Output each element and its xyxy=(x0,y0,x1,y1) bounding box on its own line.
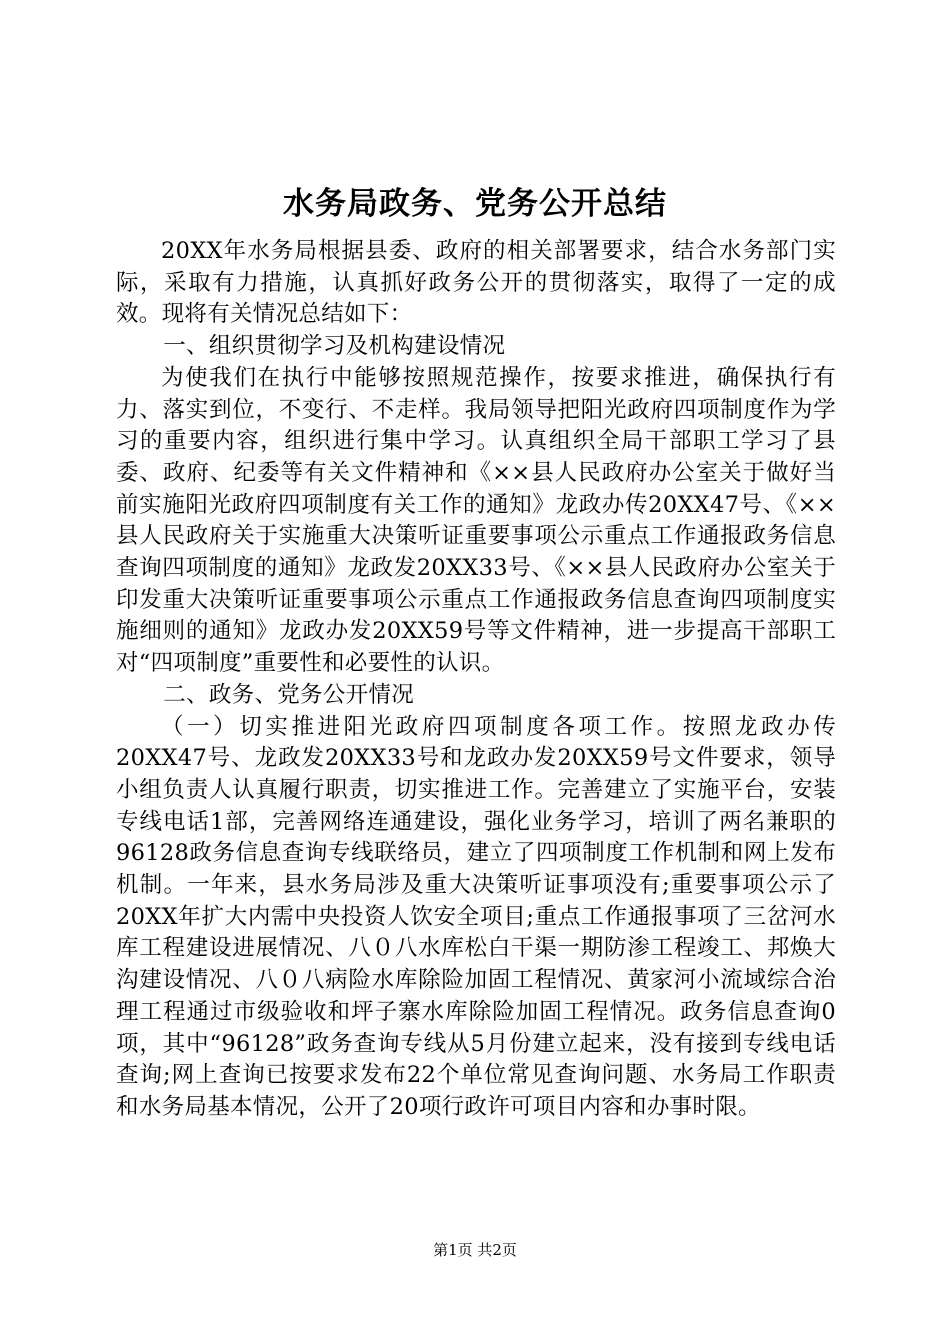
page-number: 第1页 共2页 xyxy=(433,1241,517,1259)
document-body xyxy=(116,236,836,1124)
section-2-paragraph: （一）切实推进阳光政府四项制度各项工作。按照龙政办传20XX47号、龙政发20XX33号和龙政办发20XX59号文件要求，领导小组负责人认真履行职责，切实推进工作。完善建立了实施平台，安装专线电话1部，完善网络连通建设，强化业务学习，培训了两名兼职的96128政务信息查询专线联络员，建立了四项制度工作机制和网上发布机制。一年来，县水务局涉及重大决策听证事项没有;重要事项公示了20XX年扩大内需中央投资人饮安全项目;重点工作通报事项了三岔河水库工程建设进展情况、八０八水库松白干渠一期防渗工程竣工、邦焕大沟建设情况、八０八病险水库除险加固工程情况、黄家河小流域综合治理工程通过市级验收和坪子寨水库除险加固工程情况。政务信息查询0项，其中“96128”政务查询专线从5月份建立起来，没有接到专线电话查询;网上查询已按要求发布22个单位常见查询问题、水务局工作职责和水务局基本情况，公开了20项行政许可项目内容和办事时限。 xyxy=(116,713,836,1120)
section-heading-2: 二、政务、党务公开情况 xyxy=(163,681,415,708)
document-title: 水务局政务、党务公开总结 xyxy=(283,186,667,222)
section-1-paragraph: 为使我们在执行中能够按照规范操作，按要求推进，确保执行有力、落实到位，不变行、不走样。我局领导把阳光政府四项制度作为学习的重要内容，组织进行集中学习。认真组织全局干部职工学习了县委、政府、纪委等有关文件精神和《××县人民政府办公室关于做好当前实施阳光政府四项制度有关工作的通知》龙政办传20XX47号、《××县人民政府关于实施重大决策听证重要事项公示重点工作通报政务信息查询四项制度的通知》龙政发20XX33号、《××县人民政府办公室关于印发重大决策听证重要事项公示重点工作通报政务信息查询四项制度实施细则的通知》龙政办发20XX59号等文件精神，进一步提高干部职工对“四项制度”重要性和必要性的认识。 xyxy=(116,364,836,677)
section-heading-1: 一、组织贯彻学习及机构建设情况 xyxy=(163,333,506,360)
intro-paragraph: 20XX年水务局根据县委、政府的相关部署要求，结合水务部门实际，采取有力措施，认真抓好政务公开的贯彻落实，取得了一定的成效。现将有关情况总结如下： xyxy=(116,238,836,328)
